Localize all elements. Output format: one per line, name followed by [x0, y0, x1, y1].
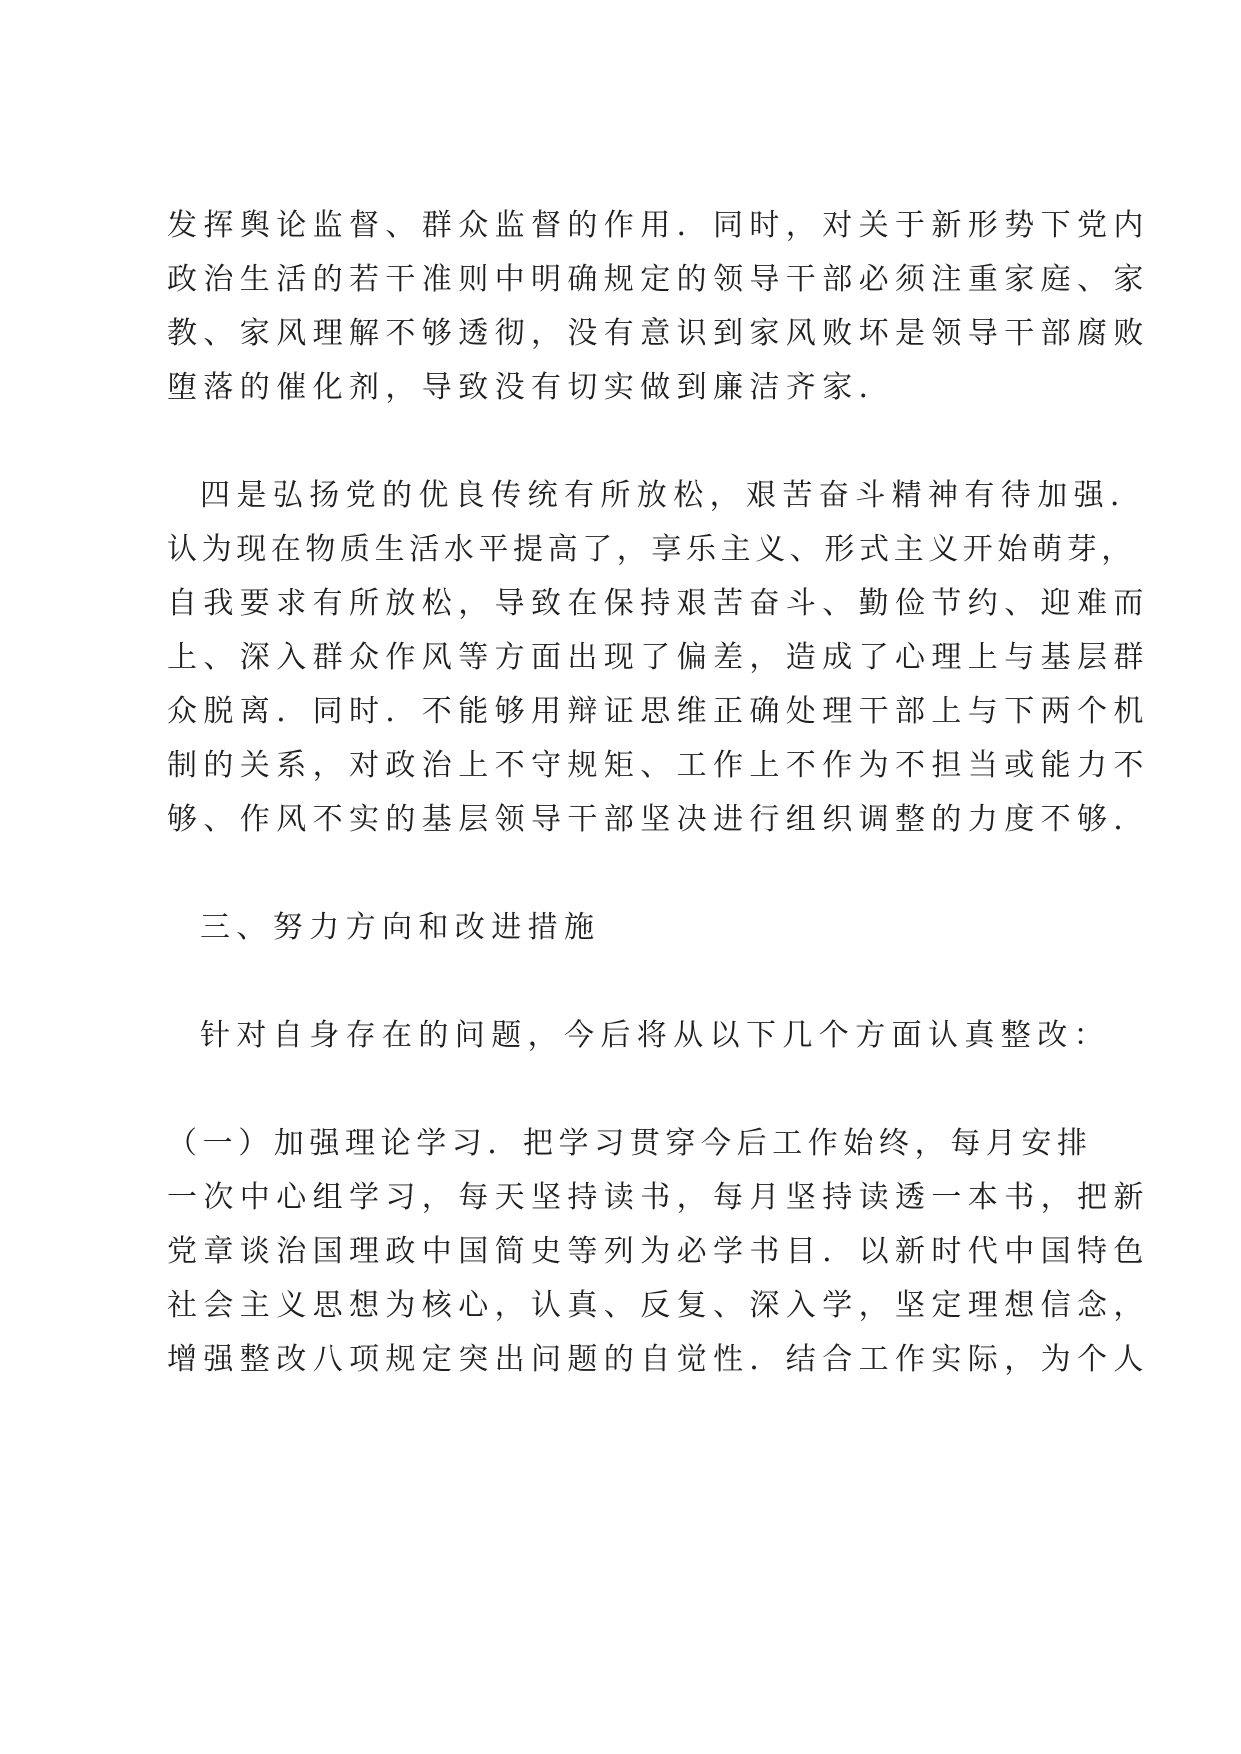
- text-line: 上、深入群众作风等方面出现了偏差，造成了心理上与基层群: [167, 640, 1150, 675]
- text-line: 教、家风理解不够透彻，没有意识到家风败坏是领导干部腐败: [167, 316, 1150, 351]
- text-line: 制的关系，对政治上不守规矩、工作上不作为不担当或能力不: [167, 748, 1150, 783]
- text-line: 党章谈治国理政中国简史等列为必学书目．以新时代中国特色: [167, 1234, 1150, 1269]
- heading-text: 三、努力方向和改进措施: [200, 910, 601, 945]
- text-line: 堕落的催化剂，导致没有切实做到廉洁齐家．: [167, 370, 895, 405]
- text-line: 自我要求有所放松，导致在保持艰苦奋斗、勤俭节约、迎难而: [167, 586, 1150, 621]
- text-line: 社会主义思想为核心，认真、反复、深入学，坚定理想信念，: [167, 1288, 1150, 1323]
- text-line: 四是弘扬党的优良传统有所放松，艰苦奋斗精神有待加强．: [200, 478, 1147, 513]
- text-line: 认为现在物质生活水平提高了，享乐主义、形式主义开始萌芽，: [167, 532, 1136, 567]
- text-line: 政治生活的若干准则中明确规定的领导干部必须注重家庭、家: [167, 262, 1150, 297]
- text-line: 发挥舆论监督、群众监督的作用．同时，对关于新形势下党内: [167, 208, 1150, 243]
- text-line: 针对自身存在的问题，今后将从以下几个方面认真整改：: [200, 1018, 1110, 1053]
- text-line: 众脱离．同时．不能够用辩证思维正确处理干部上与下两个机: [167, 694, 1150, 729]
- text-line: 增强整改八项规定突出问题的自觉性．结合工作实际，为个人: [167, 1342, 1150, 1377]
- text-line: 够、作风不实的基层领导干部坚决进行组织调整的力度不够．: [167, 802, 1150, 837]
- text-line: （一）加强理论学习．把学习贯穿今后工作始终，每月安排: [167, 1126, 1093, 1161]
- text-line: 一次中心组学习，每天坚持读书，每月坚持读透一本书，把新: [167, 1180, 1150, 1215]
